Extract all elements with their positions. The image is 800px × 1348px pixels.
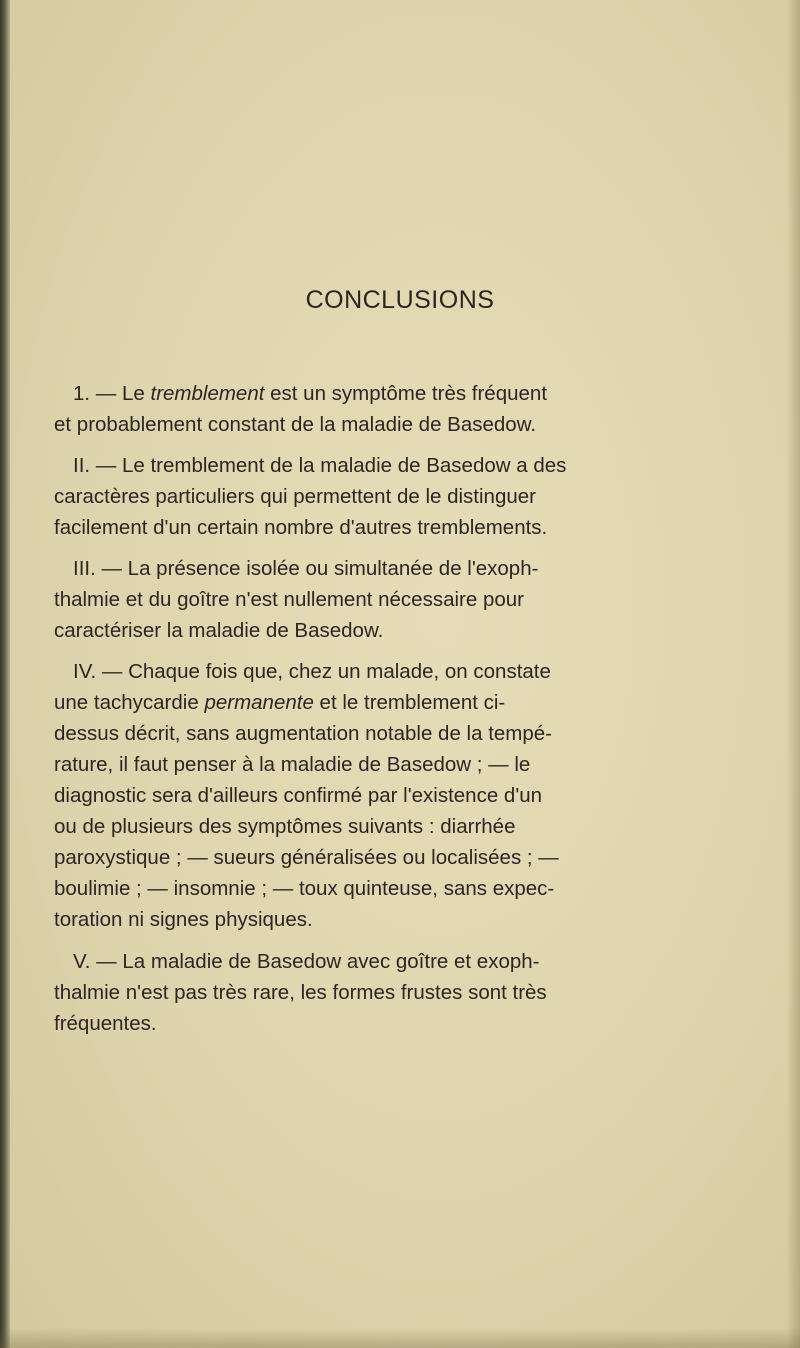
book-spine-shadow <box>0 0 10 1348</box>
text-line: 1. — Le tremblement est un symptôme très fréquent <box>73 382 548 405</box>
text-line: et probablement constant de la maladie de Basedow. <box>54 413 537 436</box>
text-line: caractériser la maladie de Basedow. <box>54 619 384 642</box>
text-line: dessus décrit, sans augmentation notable de la tempé- <box>54 722 552 745</box>
text-line: boulimie ; — insomnie ; — toux quinteuse, sans expec- <box>54 877 555 900</box>
text-line: fréquentes. <box>54 1012 157 1035</box>
text-line: une tachycardie permanente et le tremblement ci- <box>54 691 506 714</box>
text-line: II. — Le tremblement de la maladie de Basedow a des <box>73 454 567 477</box>
text-line: ou de plusieurs des symptômes suivants : diarrhée <box>54 815 516 838</box>
text-line: rature, il faut penser à la maladie de Basedow ; — le <box>54 753 531 776</box>
text-line: diagnostic sera d'ailleurs confirmé par l'existence d'un <box>54 784 543 807</box>
page-bottom-shadow <box>0 1328 800 1348</box>
text-line: III. — La présence isolée ou simultanée de l'exoph- <box>73 557 539 580</box>
page-edge-shadow <box>786 0 800 1348</box>
text-line: facilement d'un certain nombre d'autres tremblements. <box>54 516 548 539</box>
text-line: paroxystique ; — sueurs généralisées ou localisées ; — <box>54 846 559 869</box>
page-title: CONCLUSIONS <box>305 286 495 314</box>
text-line: thalmie et du goître n'est nullement nécessaire pour <box>54 588 524 611</box>
text-line: IV. — Chaque fois que, chez un malade, on constate <box>73 660 551 683</box>
text-line: V. — La maladie de Basedow avec goître et exoph- <box>73 950 540 973</box>
text-line: thalmie n'est pas très rare, les formes frustes sont très <box>54 981 547 1004</box>
emphasis-text: tremblement <box>150 382 265 405</box>
emphasis-text: permanente <box>204 691 314 714</box>
text-line: caractères particuliers qui permettent de le distinguer <box>54 485 536 508</box>
text-line: toration ni signes physiques. <box>54 908 313 931</box>
